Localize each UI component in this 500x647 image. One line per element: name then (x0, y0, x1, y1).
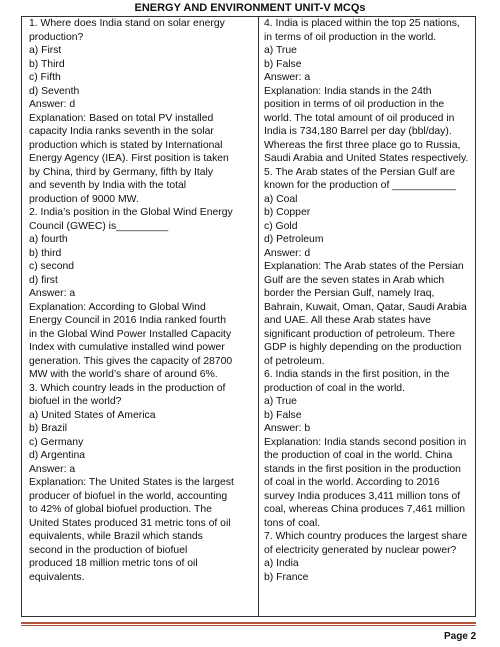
text-line: Answer: a (29, 288, 76, 299)
text-line: 6. India stands in the first position, in the (264, 369, 450, 380)
text-line: Explanation: According to Global Wind (29, 301, 206, 313)
text-line: b) Third (29, 58, 65, 70)
text-line: a) Coal (264, 193, 298, 205)
text-line: 2. India’s position in the Global Wind Energy (29, 207, 233, 218)
text-line: capacity India ranks seventh in the solar (29, 126, 214, 137)
footer-rule (21, 622, 476, 624)
text-line: Answer: a (29, 463, 76, 475)
text-line: Whereas the first three place go to Russia, (264, 139, 461, 151)
text-line: second in the production of biofuel (29, 544, 188, 556)
text-line: Bahrain, Kuwait, Oman, Qatar, Saudi Arabia (264, 301, 467, 313)
text-line: in terms of oil production in the world. (264, 31, 437, 43)
text-line: c) Fifth (29, 72, 61, 83)
text-line: survey India produces 3,411 million tons of (264, 490, 461, 502)
text-line: 1. Where does India stand on solar energy (29, 18, 225, 29)
text-line: stands in the first position in the production (264, 463, 461, 475)
text-line: Energy Council in 2016 India ranked fourth (29, 315, 226, 326)
text-line: 7. Which country produces the largest share (264, 531, 468, 542)
text-line: and UAE. All these Arab states have (264, 315, 431, 326)
right-column (264, 17, 474, 584)
text-line: 5. The Arab states of the Persian Gulf are (264, 166, 455, 178)
text-line: tons of coal. (264, 517, 321, 529)
text-line: Explanation: India stands second position in (264, 436, 467, 448)
text-line: to 42% of global biofuel production. The (29, 504, 212, 515)
text-line: production of coal in the world. (264, 382, 405, 394)
text-line: Answer: d (29, 99, 76, 110)
text-line: d) first (29, 274, 58, 286)
text-line: a) True (264, 396, 297, 407)
text-line: b) third (29, 247, 62, 259)
text-line: d) Seventh (29, 85, 80, 97)
text-line: produced 18 million metric tons of oil (29, 558, 198, 569)
page-title: ENERGY AND ENVIRONMENT UNIT-V MCQs (134, 2, 366, 14)
footer-rule-thin (21, 625, 476, 626)
text-line: c) second (29, 261, 75, 272)
text-line: United States produced 31 metric tons of oil (29, 517, 231, 529)
text-line: Gulf are the seven states in Arab which (264, 274, 445, 286)
text-line: b) France (264, 571, 309, 583)
text-line: Explanation: The United States is the largest (29, 477, 234, 488)
text-line: by China, third by Germany, fifth by Italy (29, 166, 214, 178)
text-line: Answer: a (264, 72, 311, 83)
text-line: equivalents. (29, 571, 85, 583)
text-line: Energy Agency (IEA). First position is taken (29, 153, 229, 164)
text-line: d) Argentina (29, 450, 86, 461)
text-line: border the Persian Gulf, namely Iraq, (264, 288, 435, 299)
text-line: producer of biofuel in the world, accounting (29, 490, 228, 502)
text-line: of electricity generated by nuclear power? (264, 544, 457, 556)
text-line: 4. India is placed within the top 25 nations, (264, 18, 460, 29)
text-line: Council (GWEC) is_________ (29, 220, 169, 232)
text-line: a) True (264, 45, 297, 56)
text-line: India is 734,180 Barrel per day (bbl/day). (264, 126, 452, 137)
text-line: Answer: b (264, 423, 311, 434)
text-line: world. The total amount of oil produced in (264, 112, 455, 124)
text-line: c) Gold (264, 220, 298, 232)
text-line: Explanation: Based on total PV installed (29, 112, 214, 124)
text-line: known for the production of ___________ (264, 180, 456, 191)
text-line: a) fourth (29, 234, 68, 245)
text-line: generation. This gives the capacity of 28700 (29, 355, 233, 367)
text-line: b) False (264, 409, 302, 421)
text-line: of petroleum. (264, 355, 325, 367)
text-line: a) First (29, 45, 62, 56)
left-column (29, 17, 255, 584)
text-line: Explanation: India stands in the 24th (264, 85, 432, 97)
text-line: a) India (264, 558, 299, 569)
text-line: Index with cumulative installed wind power (29, 342, 225, 353)
text-line: a) United States of America (29, 409, 156, 421)
page-number: Page 2 (444, 631, 477, 642)
text-line: biofuel in the world? (29, 396, 122, 407)
text-line: production? (29, 31, 84, 43)
column-divider (258, 16, 259, 617)
text-line: coal, whereas China produces 7,461 million (264, 504, 465, 515)
text-line: d) Petroleum (264, 234, 324, 245)
text-line: GDP is highly depending on the production (264, 342, 462, 353)
text-line: and seventh by India with the total (29, 180, 187, 191)
text-line: b) False (264, 58, 302, 70)
text-line: the production of coal in the world. China (264, 450, 453, 461)
text-line: of coal in the world. According to 2016 (264, 477, 440, 488)
text-line: production of 9000 MW. (29, 193, 139, 205)
text-line: b) Copper (264, 207, 311, 218)
text-line: b) Brazil (29, 423, 68, 434)
text-line: MW with the world’s share of around 6%. (29, 369, 218, 380)
text-line: Saudi Arabia and United States respectively. (264, 153, 469, 164)
text-line: significant production of petroleum. There (264, 328, 455, 340)
text-line: Answer: d (264, 247, 311, 259)
text-line: c) Germany (29, 436, 84, 448)
text-line: Explanation: The Arab states of the Persian (264, 261, 464, 272)
text-line: in the Global Wind Power Installed Capacity (29, 328, 232, 340)
text-line: 3. Which country leads in the production of (29, 382, 226, 394)
text-line: equivalents, while Brazil which stands (29, 531, 203, 542)
text-line: production which is stated by International (29, 139, 223, 151)
text-line: position in terms of oil production in the (264, 99, 445, 110)
